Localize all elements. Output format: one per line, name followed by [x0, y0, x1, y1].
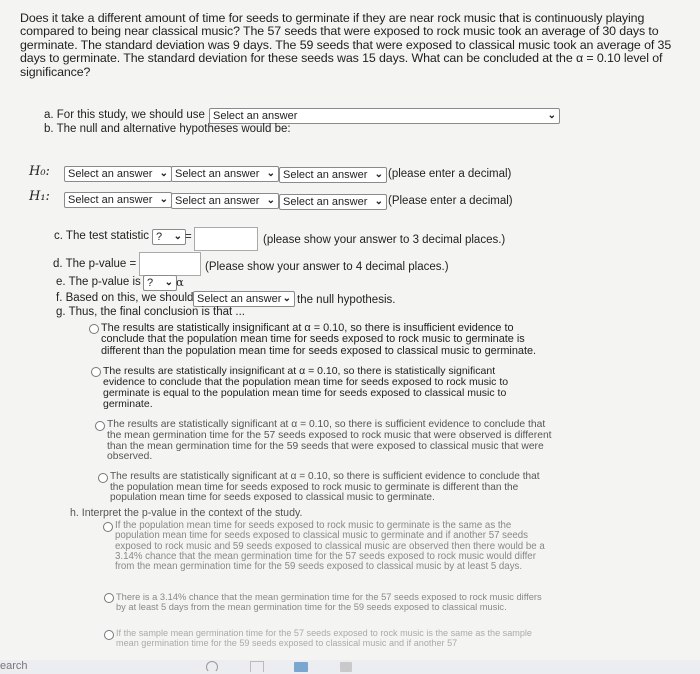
part-h-option-2[interactable]: There is a 3.14% chance that the mean germination time for the 57 seeds exposed to rock music differs by at least 5 days from the mean germination time for the 59 seeds exposed to classical music. — [116, 592, 542, 612]
part-h-radio-3[interactable] — [104, 630, 114, 640]
chevron-down-icon: ⌄ — [266, 168, 275, 179]
part-b-label: b. The null and alternative hypotheses would be: — [44, 123, 291, 135]
part-g-option-3[interactable]: The results are statistically significant at α = 0.10, so there is sufficient evidence to conclude that the mean germination time for the 57 seeds exposed to rock music that were observed is different than the mean germination time for the 59 seeds that were exposed to classical music that were observed. — [107, 419, 552, 463]
part-c-note: (please show your answer to 3 decimal places.) — [263, 234, 506, 246]
h1-select-1-value: Select an answer — [68, 194, 153, 206]
part-c-equals: = — [185, 231, 192, 243]
part-c-select[interactable] — [152, 229, 186, 245]
h1-select-3[interactable] — [279, 194, 387, 210]
chevron-down-icon: ⌄ — [159, 194, 168, 205]
chevron-down-icon: ⌄ — [374, 169, 383, 180]
h0-select-3-value: Select an answer — [283, 169, 368, 181]
question-text: Does it take a different amount of time for seeds to germinate if they are near rock music that is continuously playing compared to being near classical music? The 57 seeds that were exposed to rock music took an average of 30 days to germinate. The standard deviation was 9 days. The 59 seeds that were exposed to classical music took an average of 35 days to germinate. The standard deviation for these seeds was 15 days. What can be concluded at the α = 0.10 level of significance? — [20, 11, 672, 79]
part-e-select-value: ? — [147, 277, 154, 289]
h1-select-1[interactable] — [64, 192, 172, 208]
h1-symbol: H₁: — [29, 189, 50, 204]
chevron-down-icon: ⌄ — [266, 195, 275, 206]
part-g-option-2[interactable]: The results are statistically insignificant at α = 0.10, so there is statistically significant evidence to conclude that the population mean time for seeds exposed to rock music to germinate is equal to the population mean time for seeds exposed to classical music to germinate. — [103, 365, 509, 410]
part-e-select[interactable] — [143, 275, 177, 291]
h0-select-3[interactable] — [279, 167, 387, 183]
taskbar — [0, 660, 700, 674]
h1-select-2-value: Select an answer — [175, 195, 260, 207]
h0-select-1[interactable] — [64, 166, 172, 182]
h0-select-1-value: Select an answer — [68, 168, 153, 180]
chevron-down-icon: ⌄ — [282, 293, 291, 304]
part-g-radio-4[interactable] — [98, 473, 108, 483]
part-h-radio-1[interactable] — [103, 522, 113, 532]
part-h-label: h. Interpret the p-value in the context of the study. — [70, 507, 303, 519]
chevron-down-icon: ⌄ — [164, 277, 173, 288]
part-g-option-1[interactable]: The results are statistically insignificant at α = 0.10, so there is insufficient evidence to conclude that the population mean time for seeds exposed to rock music to germinate is different than the population mean time for seeds exposed to classical music to germinate. — [101, 322, 537, 357]
part-f-select-value: Select an answer — [197, 293, 282, 305]
part-h-option-3[interactable]: If the sample mean germination time for the 57 seeds exposed to rock music is the same as the sample mean germination time for the 59 seeds exposed to classical music and if another 57 — [116, 629, 532, 648]
chevron-down-icon: ⌄ — [374, 196, 383, 207]
taskbar-search-text[interactable]: earch — [0, 660, 28, 672]
h0-select-2[interactable] — [171, 166, 279, 182]
chevron-down-icon: ⌄ — [173, 231, 182, 242]
h0-select-2-value: Select an answer — [175, 168, 260, 180]
h0-symbol: H₀: — [29, 164, 50, 179]
part-f-label: f. Based on this, we should — [56, 292, 194, 304]
part-h-radio-2[interactable] — [104, 593, 114, 603]
part-h-option-1[interactable]: If the population mean time for seeds exposed to rock music to germinate is the same as the population mean time for seeds exposed to classical music to germinate and if another 57 seeds exposed to rock music and 59 seeds exposed to classical music are observed then there would be a 3.14% chance that the mean germination time for the 57 seeds exposed to rock music would differ from the mean germination time for the 59 seeds exposed to classical music by at least 5 days. — [115, 520, 545, 573]
part-g-radio-1[interactable] — [89, 324, 99, 334]
part-c-label: c. The test statistic — [54, 230, 150, 242]
part-g-label: g. Thus, the final conclusion is that ... — [56, 306, 246, 318]
part-f-tail: the null hypothesis. — [297, 294, 396, 306]
cortana-icon[interactable] — [206, 661, 218, 673]
test-statistic-input[interactable] — [194, 227, 258, 251]
part-a-label: a. For this study, we should use — [44, 109, 205, 121]
part-g-option-4[interactable]: The results are statistically significant at α = 0.10, so there is sufficient evidence to conclude that the population mean time for seeds exposed to rock music to germinate is different than the population mean time for seeds exposed to classical music to germinate. — [110, 471, 540, 504]
chevron-down-icon: ⌄ — [159, 168, 168, 179]
part-c-select-value: ? — [156, 231, 163, 243]
p-value-input[interactable] — [139, 252, 201, 276]
app-icon[interactable] — [340, 662, 352, 672]
part-f-select[interactable] — [193, 291, 295, 307]
part-g-radio-3[interactable] — [95, 421, 105, 431]
task-view-icon[interactable] — [250, 661, 264, 672]
part-a-select-value: Select an answer — [213, 110, 298, 122]
h1-select-3-value: Select an answer — [283, 196, 368, 208]
part-g-radio-2[interactable] — [91, 367, 101, 377]
h0-note: (please enter a decimal) — [388, 168, 512, 180]
chevron-down-icon: ⌄ — [547, 110, 556, 121]
part-e-label: e. The p-value is — [56, 276, 141, 288]
h1-select-2[interactable] — [171, 193, 279, 209]
part-d-label: d. The p-value = — [53, 258, 137, 270]
file-explorer-icon[interactable] — [294, 662, 308, 672]
part-a-select[interactable] — [209, 108, 560, 124]
part-d-note: (Please show your answer to 4 decimal places.) — [205, 261, 449, 273]
part-e-alpha: α — [176, 275, 184, 289]
h1-note: (Please enter a decimal) — [388, 195, 513, 207]
